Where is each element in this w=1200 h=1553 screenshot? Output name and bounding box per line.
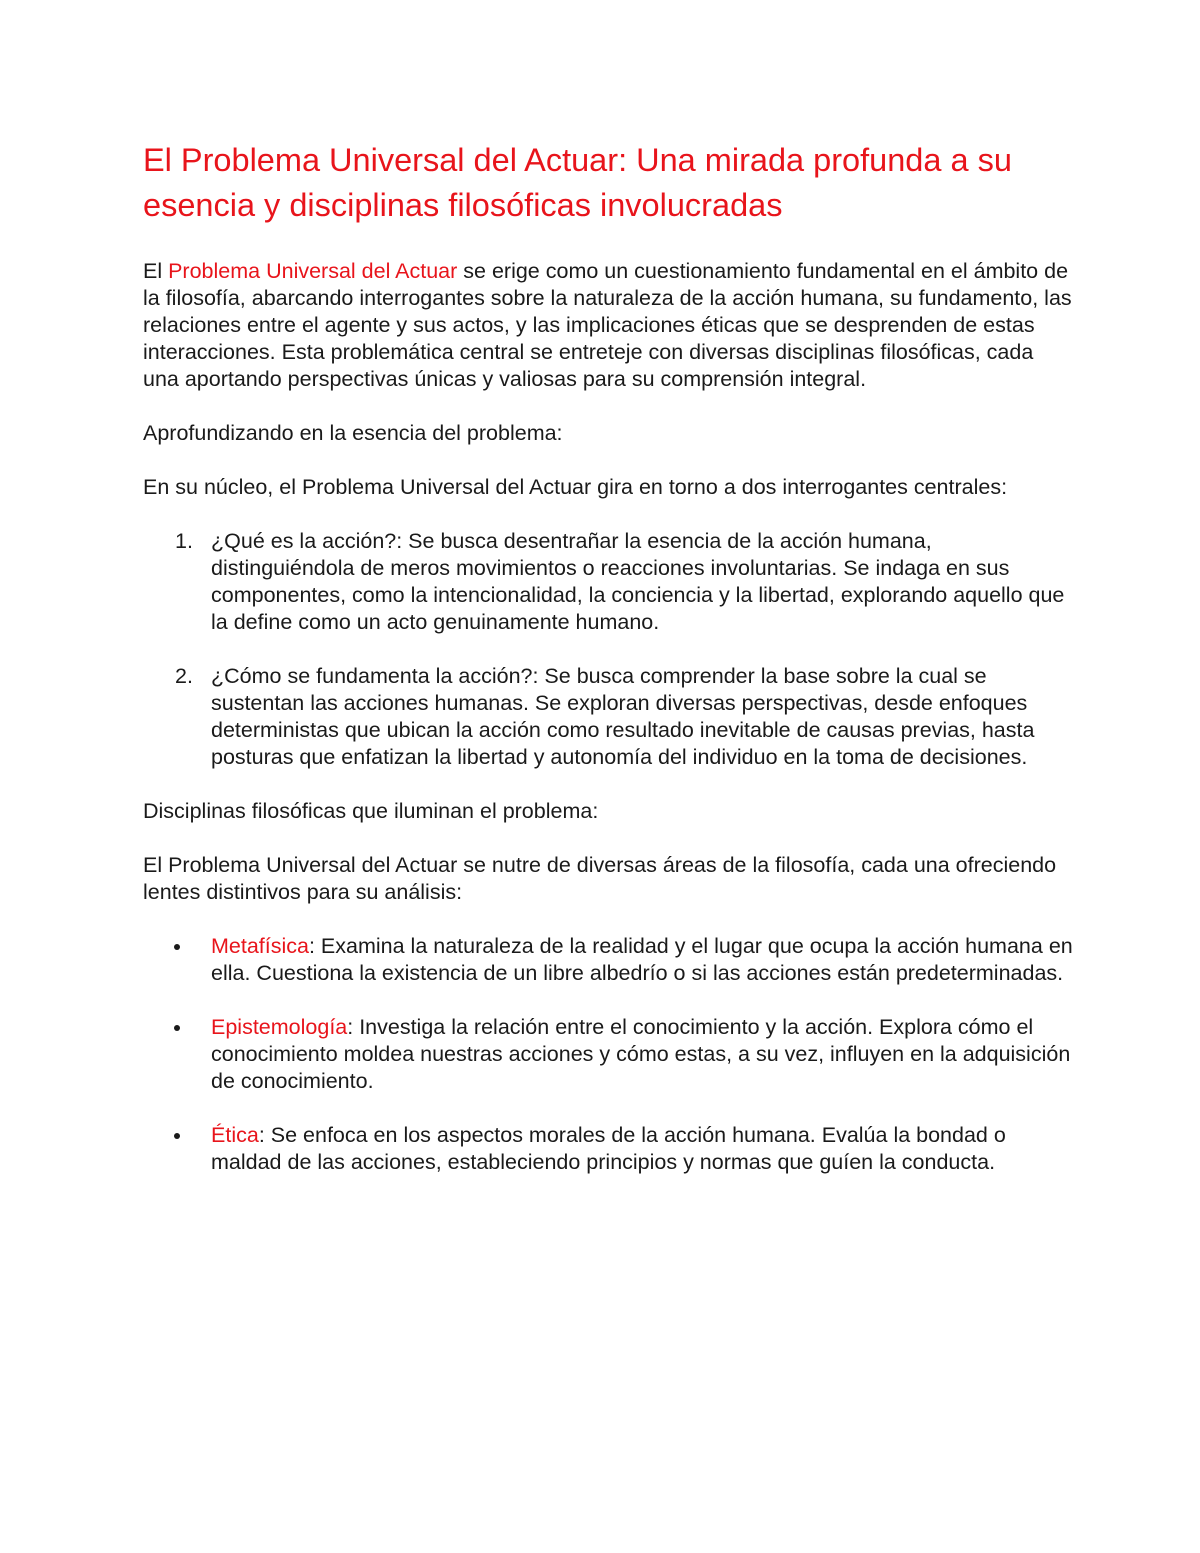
section2-lead: El Problema Universal del Actuar se nutre de diversas áreas de la filosofía, cada una ofreciendo lentes distintivos para su análisis: — [143, 853, 1057, 904]
intro-paragraph — [143, 258, 1073, 393]
list-item-number: 1. — [175, 529, 193, 553]
section1-heading: Aprofundizando en la esencia del problema: — [143, 421, 563, 445]
discipline-name: Metafísica — [211, 934, 309, 958]
bullet-icon — [174, 944, 180, 950]
disciplines-list — [143, 933, 1073, 1176]
list-item-text: ¿Qué es la acción?: Se busca desentrañar la esencia de la acción humana, distinguiéndola de meros movimientos o reacciones involuntarias. Se indaga en sus componentes, como la intencionalidad, la conciencia y la libertad, explorando aquello que la define como un acto genuinamente humano. — [211, 529, 1065, 634]
discipline-name: Ética — [211, 1123, 259, 1147]
list-item — [143, 1014, 1073, 1095]
discipline-text: : Examina la naturaleza de la realidad y el lugar que ocupa la acción humana en ella. Cuestiona la existencia de un libre albedrío o si las acciones están predeterminadas. — [211, 934, 1073, 985]
intro-highlight: Problema Universal del Actuar — [168, 259, 458, 283]
list-item-text: ¿Cómo se fundamenta la acción?: Se busca comprender la base sobre la cual se sustentan las acciones humanas. Se exploran diversas perspectivas, desde enfoques deterministas que ubican la acción como resultado inevitable de causas previas, hasta posturas que enfatizan la libertad y autonomía del individuo en la toma de decisiones. — [211, 664, 1035, 769]
questions-list — [143, 528, 1073, 771]
discipline-name: Epistemología — [211, 1015, 348, 1039]
document-title: El Problema Universal del Actuar: Una mirada profunda a su esencia y disciplinas filosóficas involucradas — [143, 142, 1012, 223]
list-item — [143, 528, 1073, 636]
bullet-icon — [174, 1025, 180, 1031]
list-item — [143, 1122, 1073, 1176]
bullet-icon — [174, 1133, 180, 1139]
intro-rest: se erige como un cuestionamiento fundamental en el ámbito de la filosofía, abarcando interrogantes sobre la naturaleza de la acción humana, su fundamento, las relaciones entre el agente y sus actos, y las implicaciones éticas que se desprenden de estas interacciones. Esta problemática central se entreteje con diversas disciplinas filosóficas, cada una aportando perspectivas únicas y valiosas para su comprensión integral. — [143, 259, 1072, 391]
discipline-text: : Se enfoca en los aspectos morales de la acción humana. Evalúa la bondad o maldad de las acciones, estableciendo principios y normas que guíen la conducta. — [211, 1123, 1006, 1174]
section1-lead: En su núcleo, el Problema Universal del Actuar gira en torno a dos interrogantes centrales: — [143, 475, 1008, 499]
section2-heading: Disciplinas filosóficas que iluminan el problema: — [143, 799, 599, 823]
list-item — [143, 933, 1073, 987]
list-item — [143, 663, 1073, 771]
document-page — [143, 138, 1073, 1176]
intro-lead: El — [143, 259, 169, 283]
list-item-number: 2. — [175, 664, 193, 688]
discipline-text: : Investiga la relación entre el conocimiento y la acción. Explora cómo el conocimiento moldea nuestras acciones y cómo estas, a su vez, influyen en la adquisición de conocimiento. — [211, 1015, 1071, 1093]
